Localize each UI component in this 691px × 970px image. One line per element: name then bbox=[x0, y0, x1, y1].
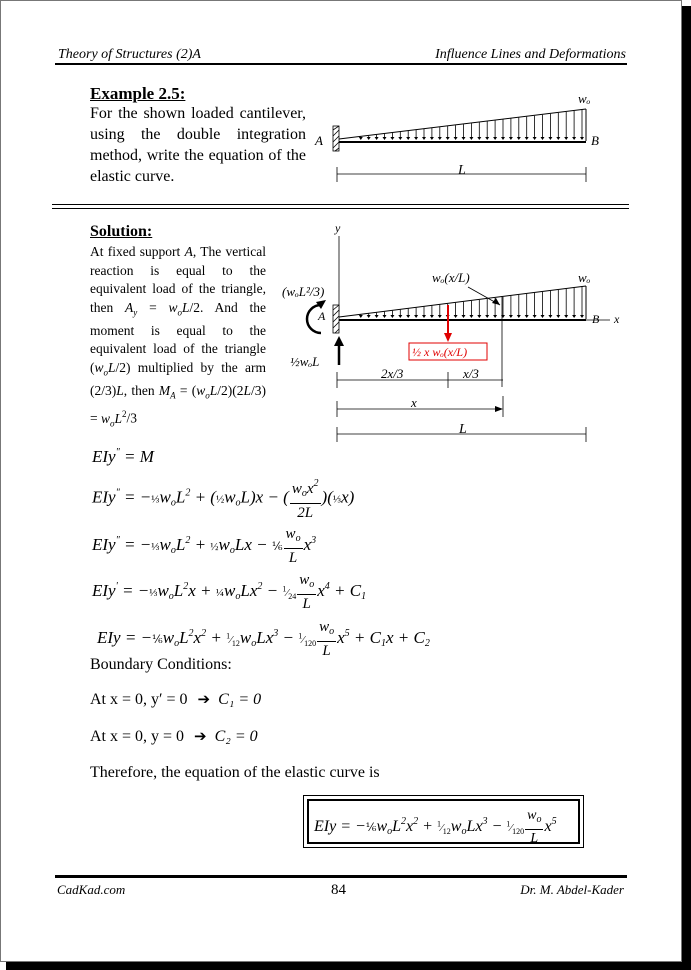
example-load-label: wₒ bbox=[578, 91, 591, 106]
intensity-label: wₒ(x/L) bbox=[432, 270, 470, 285]
dimension-x bbox=[337, 396, 503, 417]
load-arrow-head bbox=[541, 315, 545, 318]
load-arrow-head bbox=[509, 315, 513, 318]
solution-load-line bbox=[339, 286, 586, 317]
load-arrow-head bbox=[359, 315, 363, 318]
dim-L-label: L bbox=[459, 422, 467, 437]
load-arrow-head bbox=[493, 315, 497, 318]
footer-rule bbox=[55, 875, 627, 878]
load-arrow-head bbox=[580, 315, 584, 318]
bc2-result: C₂ = 0 bbox=[214, 728, 258, 745]
load-arrow-head bbox=[390, 315, 394, 318]
final-equation-box bbox=[303, 795, 584, 848]
footer-site: CadKad.com bbox=[57, 882, 126, 897]
load-arrow-head bbox=[398, 315, 402, 318]
solution-title: Solution: bbox=[90, 223, 153, 240]
solution-end-label: B bbox=[592, 312, 600, 326]
load-arrow-head bbox=[477, 315, 481, 318]
example-title: Example 2.5: bbox=[90, 84, 186, 103]
load-arrow-head bbox=[454, 315, 458, 318]
page-number: 84 bbox=[331, 882, 346, 898]
max-load-label: wₒ bbox=[578, 270, 591, 285]
load-arrow-head bbox=[406, 315, 410, 318]
equation-1: EIy" = M bbox=[92, 447, 154, 466]
load-arrow-head bbox=[367, 315, 371, 318]
load-arrow-head bbox=[572, 315, 576, 318]
example-end-label: B bbox=[591, 133, 599, 148]
equation-5: EIy = $-\frac{1}{6}w_oL^2x^2$ + $^1⁄_{12}w_oLx^3$ − $^1⁄_{120}$ $\frac{w_o}{L}$ $x^5 + C_1x + C_2$ bbox=[97, 619, 430, 659]
header-right: Influence Lines and Deformations bbox=[435, 47, 626, 62]
load-arrow-head bbox=[438, 315, 442, 318]
footer-author: Dr. M. Abdel-Kader bbox=[520, 882, 624, 897]
dim-2x3-label: 2x/3 bbox=[381, 366, 404, 381]
load-arrow-head bbox=[462, 315, 466, 318]
load-arrow-head bbox=[564, 315, 568, 318]
equation-4: $EIy' = -\frac{1}{3}w_oL^2x$ + $\frac{1}{4}w_oLx^2$ − $^1⁄_{24}$ $\frac{w_o}{L}$ $x^4 + C_1$ bbox=[92, 572, 367, 612]
resultant-label: ½ x wₒ(x/L) bbox=[412, 345, 468, 359]
solution-load-arrows bbox=[359, 287, 584, 318]
bc1-prefix: At x = 0, y′ = 0 bbox=[90, 691, 188, 708]
load-arrow-head bbox=[533, 315, 537, 318]
conclusion-text: Therefore, the equation of the elastic curve is bbox=[90, 764, 380, 781]
moment-label: (wₒL²/3) bbox=[282, 284, 325, 299]
bc2-arrow-icon: ➔ bbox=[194, 727, 207, 745]
solution-text: At fixed support A, The vertical reaction is equal to the equivalent load of the triangle, then $A_y = w_oL/2$. And the moment is equal to the equivalent load of the triangle $(w_oL/2)$ multiplied by the arm (2/3)L, then $M_A = (w_oL/2)(2L/3) = w_oL^2/3$ bbox=[90, 244, 267, 429]
boundary-condition-2 bbox=[90, 727, 258, 746]
bc2-prefix: At x = 0, y = 0 bbox=[90, 728, 185, 745]
final-equation: EIy = $-\frac{1}{6}w_oL^2x^2$ + $^1⁄_{12}w_oLx^3$ − $^1⁄_{120}$ $\frac{w_o}{L}$ $x^5$ bbox=[314, 808, 557, 846]
load-arrow-head bbox=[548, 315, 552, 318]
solution-support-label: A bbox=[318, 309, 326, 323]
dim-x3-label: x/3 bbox=[463, 366, 479, 381]
load-arrow-head bbox=[375, 315, 379, 318]
example-length-label: L bbox=[458, 163, 466, 178]
bc1-result: C₁ = 0 bbox=[218, 691, 262, 708]
load-arrow-head bbox=[525, 315, 529, 318]
example-support-label: A bbox=[315, 133, 323, 148]
dim-x-label: x bbox=[411, 395, 417, 410]
equation-3: $EIy^" = -\frac{1}{3}w_oL^2$ + $\frac{1}{2}w_oLx$ − ⅙ $\frac{w_o}{L}$ $x^3$ bbox=[92, 526, 317, 566]
load-arrow-head bbox=[469, 315, 473, 318]
load-arrow-head bbox=[517, 315, 521, 318]
example-text: For the shown loaded cantilever, using the double integration method, write the equation of the elastic curve. bbox=[90, 105, 306, 185]
x-axis-label: x bbox=[614, 312, 620, 326]
equation-2: $EIy^" = -\frac{1}{3}w_oL^2$ + $(\frac{1}{2}w_oL)x$ − ( $\frac{w_ox^2}{2L}$ )(⅓x) bbox=[92, 475, 354, 522]
solution-fixed-support bbox=[333, 305, 339, 333]
load-arrow-head bbox=[485, 315, 489, 318]
header-left: Theory of Structures (2)A bbox=[58, 47, 201, 62]
load-arrow-head bbox=[430, 315, 434, 318]
load-arrow-head bbox=[422, 315, 426, 318]
boundary-title: Boundary Conditions: bbox=[90, 656, 232, 673]
load-arrow-head bbox=[414, 315, 418, 318]
boundary-condition-1 bbox=[90, 690, 261, 709]
y-axis-label: y bbox=[335, 221, 341, 235]
load-arrow-head bbox=[383, 315, 387, 318]
load-arrow-head bbox=[556, 315, 560, 318]
reaction-label: ½wₒL bbox=[290, 354, 320, 369]
bc1-arrow-icon: ➔ bbox=[197, 690, 211, 708]
